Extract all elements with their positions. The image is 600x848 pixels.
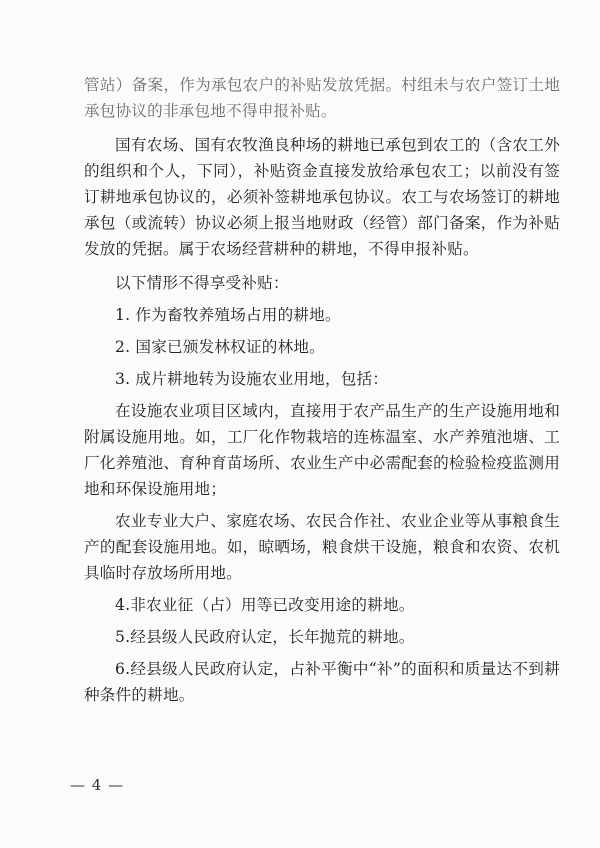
paragraph-supporting-facility-land: 农业专业大户、家庭农场、农民合作社、农业企业等从事粮食生产的配套设施用地。如，晾晒场，粮食烘干设施，粮食和农资、农机具临时存放场所用地。 bbox=[84, 512, 560, 582]
document-body bbox=[84, 72, 560, 708]
page-number: — 4 — bbox=[70, 776, 125, 794]
paragraph-exclusions-intro: 以下情形不得享受补贴： bbox=[115, 274, 289, 292]
list-item-1: 1. 作为畜牧养殖场占用的耕地。 bbox=[115, 306, 341, 324]
list-item-4: 4.非农业征（占）用等已改变用途的耕地。 bbox=[115, 596, 415, 614]
list-item-6: 6.经县级人民政府认定，占补平衡中“补”的面积和质量达不到耕种条件的耕地。 bbox=[84, 660, 560, 704]
paragraph-state-farms: 国有农场、国有农牧渔良种场的耕地已承包到农工的（含农工外的组织和个人，下同），补贴资金直接发放给承包农工；以前没有签订耕地承包协议的，必须补签耕地承包协议。农工与农场签订的耕地承包（或流转）协议必须上报当地财政（经管）部门备案，作为补贴发放的凭据。属于农场经营耕种的耕地，不得申报补贴。 bbox=[84, 136, 560, 258]
list-item-5: 5.经县级人民政府认定，长年抛荒的耕地。 bbox=[115, 628, 415, 646]
list-item-2: 2. 国家已颁发林权证的林地。 bbox=[115, 338, 325, 356]
list-item-3: 3. 成片耕地转为设施农业用地，包括： bbox=[115, 370, 389, 388]
paragraph-facility-production-land: 在设施农业项目区域内，直接用于农产品生产的生产设施用地和附属设施用地。如，工厂化作物栽培的连栋温室、水产养殖池塘、工厂化养殖池、育种育苗场所、农业生产中必需配套的检验检疫监测用地和环保设施用地； bbox=[84, 402, 560, 498]
paragraph-continuation: 管站）备案，作为承包农户的补贴发放凭据。村组未与农户签订土地承包协议的非承包地不得申报补贴。 bbox=[84, 76, 560, 120]
